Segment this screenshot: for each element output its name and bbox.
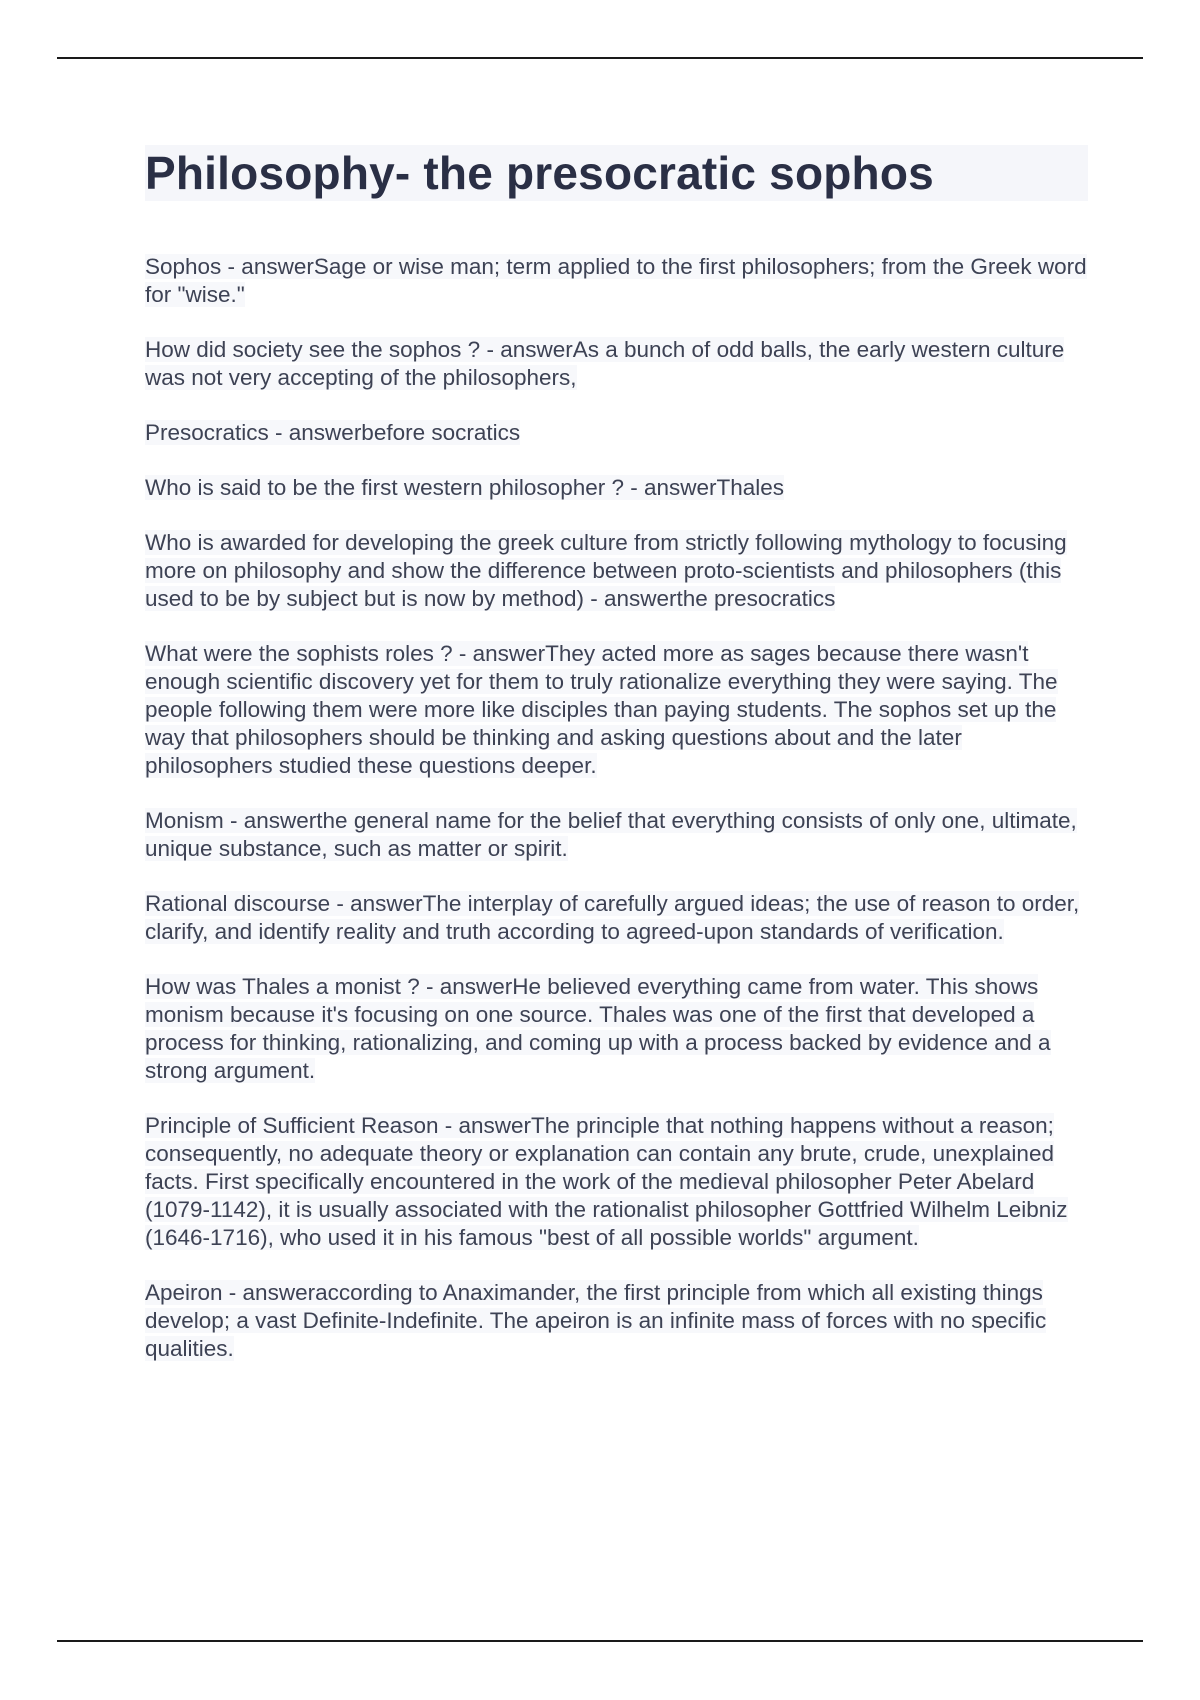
- qa-entry: [145, 1112, 1090, 1252]
- document-content: [145, 145, 1090, 1390]
- qa-entry: [145, 640, 1090, 780]
- qa-entry: [145, 1279, 1090, 1363]
- top-divider: [57, 57, 1143, 59]
- qa-entry-text: Principle of Sufficient Reason - answerThe principle that nothing happens without a reason; consequently, no adequate theory or explanation can contain any brute, crude, unexplained facts. First specifically encountered in the work of the medieval philosopher Peter Abelard (1079-1142), it is usually associated with the rationalist philosopher Gottfried Wilhelm Leibniz (1646-1716), who used it in his famous "best of all possible worlds" argument.: [145, 1113, 1068, 1250]
- qa-entry: [145, 807, 1090, 863]
- qa-entry: [145, 890, 1090, 946]
- bottom-divider: [57, 1640, 1143, 1642]
- qa-entry-text: What were the sophists roles ? - answerThey acted more as sages because there wasn't enough scientific discovery yet for them to truly rationalize everything they were saying. The people following them were more like disciples than paying students. The sophos set up the way that philosophers should be thinking and asking questions about and the later philosophers studied these questions deeper.: [145, 641, 1058, 778]
- qa-entry-text: Apeiron - answeraccording to Anaximander, the first principle from which all existing things develop; a vast Definite-Indefinite. The apeiron is an infinite mass of forces with no specific qualities.: [145, 1280, 1047, 1361]
- qa-list: [145, 253, 1090, 1363]
- qa-entry-text: Rational discourse - answerThe interplay of carefully argued ideas; the use of reason to order, clarify, and identify reality and truth according to agreed-upon standards of verification.: [145, 891, 1080, 944]
- title-band: [145, 145, 1088, 201]
- qa-entry-text: Monism - answerthe general name for the belief that everything consists of only one, ultimate, unique substance, such as matter or spirit.: [145, 808, 1077, 861]
- qa-entry-text: Presocratics - answerbefore socratics: [145, 420, 521, 445]
- qa-entry: [145, 419, 1090, 447]
- qa-entry-text: Who is awarded for developing the greek culture from strictly following mythology to focusing more on philosophy and show the difference between proto-scientists and philosophers (this used to be by subject but is now by method) - answerthe presocratics: [145, 530, 1067, 611]
- qa-entry-text: Who is said to be the first western philosopher ? - answerThales: [145, 475, 785, 500]
- qa-entry-text: Sophos - answerSage or wise man; term applied to the first philosophers; from the Greek word for "wise.": [145, 254, 1087, 307]
- qa-entry-text: How did society see the sophos ? - answerAs a bunch of odd balls, the early western culture was not very accepting of the philosophers,: [145, 337, 1065, 390]
- qa-entry: [145, 529, 1090, 613]
- qa-entry: [145, 973, 1090, 1085]
- qa-entry: [145, 474, 1090, 502]
- qa-entry: [145, 336, 1090, 392]
- qa-entry: [145, 253, 1090, 309]
- qa-entry-text: How was Thales a monist ? - answerHe believed everything came from water. This shows monism because it's focusing on one source. Thales was one of the first that developed a process for thinking, rationalizing, and coming up with a process backed by evidence and a strong argument.: [145, 974, 1051, 1083]
- page-title: Philosophy- the presocratic sophos: [145, 147, 934, 199]
